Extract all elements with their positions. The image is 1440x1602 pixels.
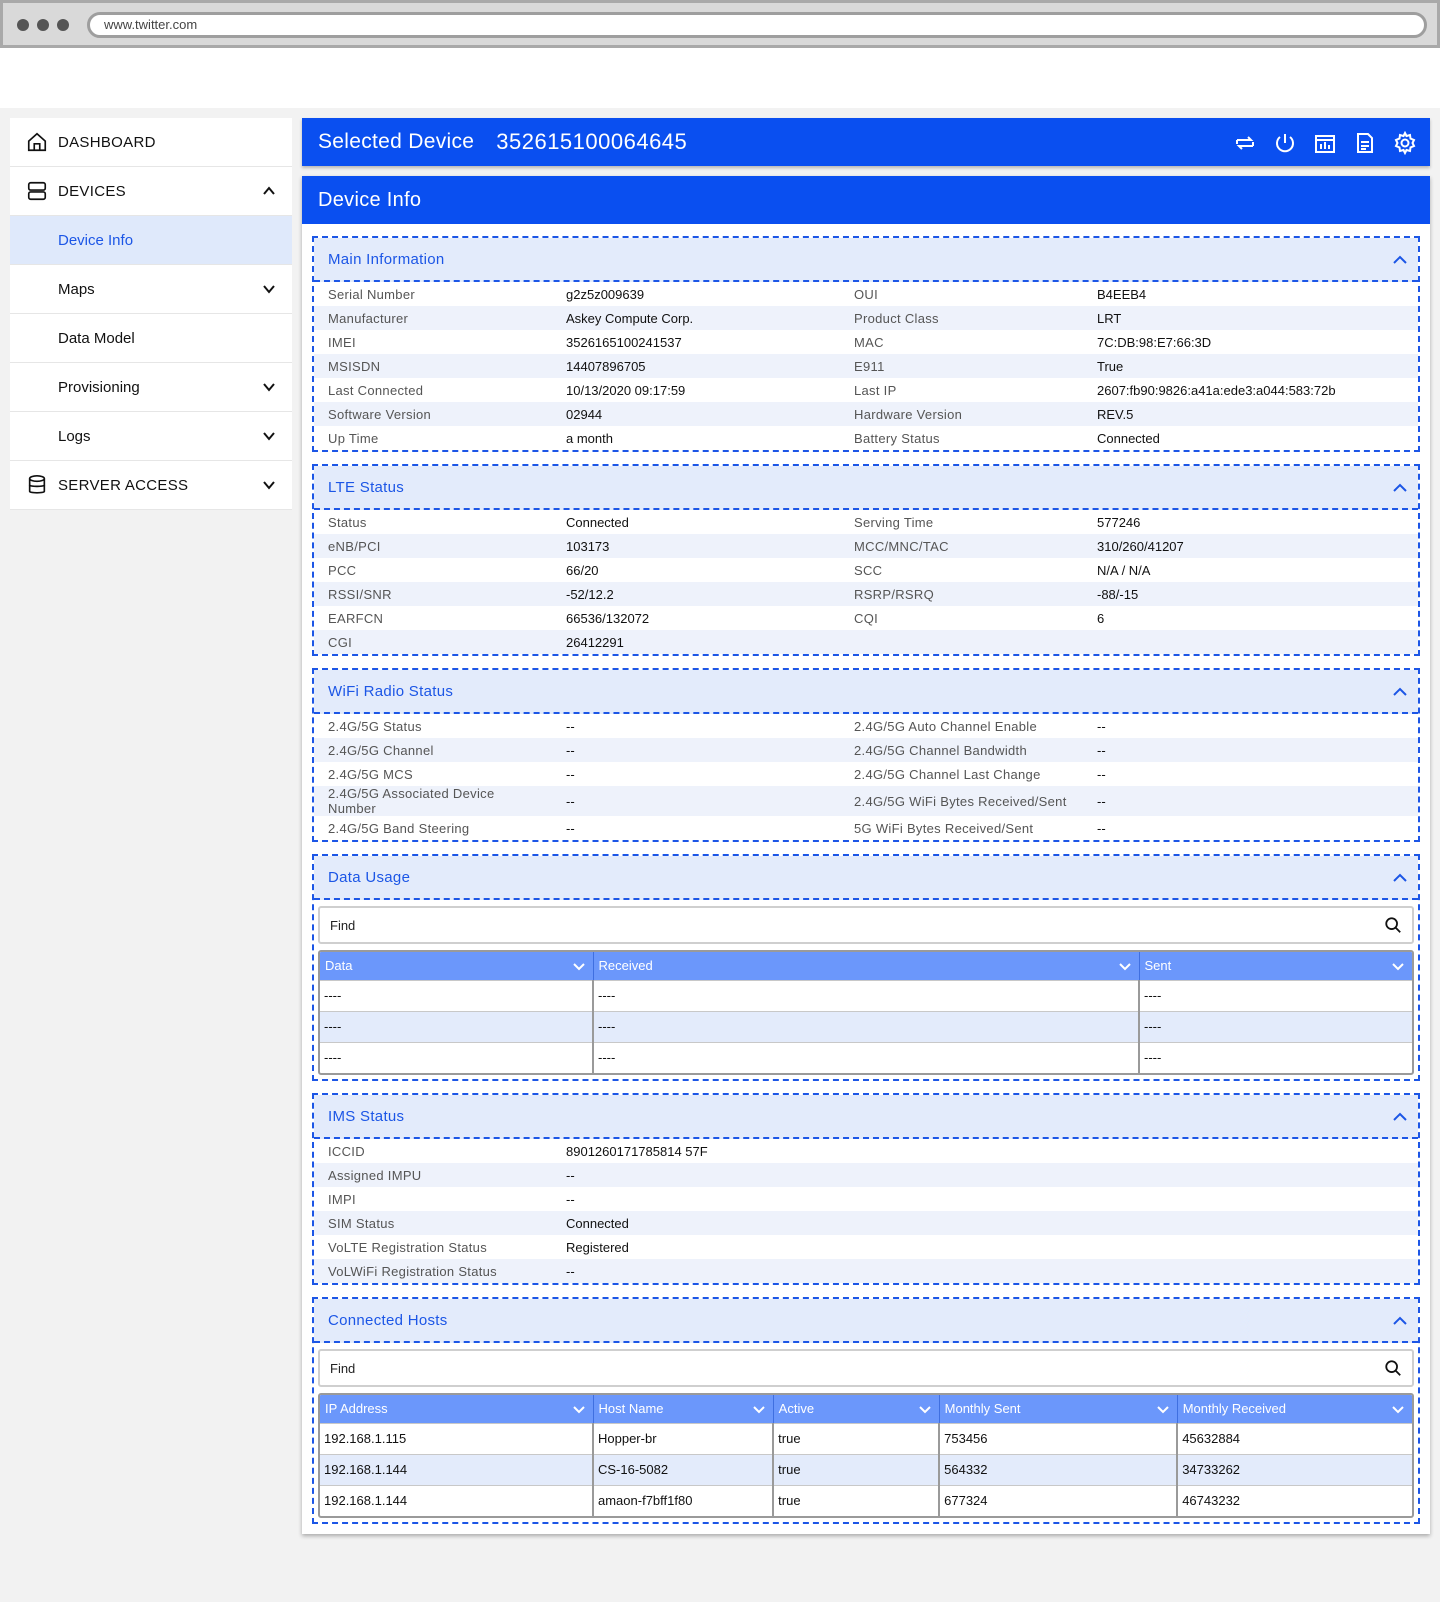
- field-value: Connected: [552, 1211, 1418, 1235]
- info-row: [314, 558, 1418, 582]
- field-value: 103173: [552, 534, 840, 558]
- ims-table: [314, 1139, 1418, 1283]
- info-row: [314, 402, 1418, 426]
- chevron-down-icon[interactable]: [573, 1403, 585, 1415]
- table-cell: ----: [320, 1042, 593, 1073]
- info-row: [314, 378, 1418, 402]
- info-row: [314, 510, 1418, 534]
- field-value: --: [552, 786, 840, 816]
- field-value: B4EEB4: [1097, 286, 1147, 302]
- field-value: 310/260/41207: [1083, 534, 1418, 558]
- table-cell: CS-16-5082: [593, 1454, 773, 1485]
- table-row[interactable]: [320, 1454, 1412, 1485]
- collapse-icon[interactable]: [1392, 1110, 1408, 1124]
- info-row: [314, 426, 1418, 450]
- section-title: LTE Status: [328, 478, 405, 496]
- field-label: Product Class: [840, 306, 1083, 330]
- main-info-table: [314, 282, 1418, 450]
- ims-status-section: [312, 1093, 1420, 1285]
- browser-chrome: [0, 0, 1440, 48]
- home-icon: [26, 131, 48, 153]
- hosts-grid: [318, 1393, 1414, 1518]
- column-header-label: Sent: [1144, 958, 1172, 974]
- field-label: eNB/PCI: [314, 534, 552, 558]
- device-id: 352615100064645: [496, 129, 688, 154]
- info-row: [314, 1211, 1418, 1235]
- chevron-down-icon[interactable]: [1392, 1403, 1404, 1415]
- table-cell: ----: [1139, 1011, 1412, 1042]
- field-value: Connected: [1097, 430, 1160, 446]
- section-title: Connected Hosts: [328, 1311, 448, 1329]
- sidebar-item-label: Data Model: [58, 329, 135, 347]
- info-row: [314, 1235, 1418, 1259]
- table-cell: ----: [320, 1011, 593, 1042]
- sidebar-item-label: DEVICES: [58, 182, 126, 200]
- collapse-icon[interactable]: [1392, 481, 1408, 495]
- section-header[interactable]: [314, 238, 1418, 282]
- field-label: 2.4G/5G Status: [328, 718, 422, 734]
- field-label: Battery Status: [854, 430, 940, 446]
- field-value: 02944: [552, 402, 840, 426]
- table-cell: 46743232: [1177, 1485, 1412, 1516]
- table-row[interactable]: [320, 980, 1412, 1011]
- section-header[interactable]: [314, 466, 1418, 510]
- info-row: [314, 1187, 1418, 1211]
- column-header[interactable]: [939, 1395, 1177, 1423]
- section-header[interactable]: [314, 856, 1418, 900]
- field-label: VoLWiFi Registration Status: [314, 1259, 552, 1283]
- field-value: --: [1083, 786, 1418, 816]
- field-value: --: [1097, 820, 1106, 836]
- gear-icon[interactable]: [1390, 128, 1420, 158]
- info-row: [314, 762, 1418, 786]
- info-row: [314, 1139, 1418, 1163]
- sidebar-item-label: SERVER ACCESS: [58, 476, 189, 494]
- field-label: ICCID: [328, 1143, 365, 1159]
- window-close-dot[interactable]: [17, 19, 29, 31]
- field-label: RSRP/RSRQ: [840, 582, 1083, 606]
- field-value: 14407896705: [552, 354, 840, 378]
- field-label: 2.4G/5G WiFi Bytes Received/Sent: [840, 786, 1083, 816]
- field-label: Assigned IMPU: [314, 1163, 552, 1187]
- info-row: [314, 354, 1418, 378]
- column-header-label: Monthly Received: [1182, 1401, 1287, 1417]
- field-label: MAC: [854, 334, 884, 350]
- sidebar-item-data-model[interactable]: [10, 314, 292, 363]
- field-label: SIM Status: [314, 1211, 552, 1235]
- table-cell: ----: [320, 980, 593, 1011]
- header-title: Selected Device: [318, 130, 475, 153]
- info-row: [314, 1259, 1418, 1283]
- chart-icon[interactable]: [1310, 128, 1340, 158]
- device-info-card: [302, 176, 1430, 1534]
- column-header-label: Received: [598, 958, 653, 974]
- table-cell: 564332: [939, 1454, 1177, 1485]
- info-row: [314, 306, 1418, 330]
- data-usage-grid: [318, 950, 1414, 1075]
- table-cell: Hopper-br: [593, 1423, 773, 1454]
- field-label: Software Version: [314, 402, 552, 426]
- field-label: E911: [840, 354, 1083, 378]
- field-value: Connected: [566, 514, 629, 530]
- table-cell: 753456: [939, 1423, 1177, 1454]
- sidebar-item-label: Maps: [58, 280, 95, 298]
- column-header-label: Active: [778, 1401, 815, 1417]
- field-label: 2.4G/5G Auto Channel Enable: [854, 718, 1038, 734]
- field-value: 3526165100241537: [566, 334, 682, 350]
- info-row: [314, 816, 1418, 840]
- info-row: [314, 714, 1418, 738]
- window-minimize-dot[interactable]: [37, 19, 49, 31]
- field-label: Manufacturer: [314, 306, 552, 330]
- info-row: [314, 282, 1418, 306]
- field-label: Last Connected: [328, 382, 424, 398]
- sidebar-item-provisioning[interactable]: [10, 363, 292, 412]
- app-root: [0, 108, 1440, 1602]
- window-maximize-dot[interactable]: [57, 19, 69, 31]
- field-value: --: [552, 1163, 1418, 1187]
- field-value: True: [1083, 354, 1418, 378]
- field-value: 577246: [1097, 514, 1141, 530]
- sidebar-item-dashboard[interactable]: [10, 118, 292, 167]
- field-value: -88/-15: [1083, 582, 1418, 606]
- database-icon: [26, 474, 48, 496]
- field-value: 6: [1097, 610, 1105, 626]
- header-actions: [1230, 128, 1420, 158]
- field-value: [1083, 630, 1418, 654]
- field-value: Askey Compute Corp.: [552, 306, 840, 330]
- collapse-icon[interactable]: [1392, 871, 1408, 885]
- field-value: -52/12.2: [552, 582, 840, 606]
- field-label: SCC: [854, 562, 883, 578]
- field-value: 66/20: [566, 562, 599, 578]
- chevron-down-icon[interactable]: [262, 380, 276, 394]
- table-cell: 192.168.1.115: [320, 1423, 593, 1454]
- info-row: [314, 738, 1418, 762]
- info-row: [314, 786, 1418, 816]
- power-icon[interactable]: [1270, 128, 1300, 158]
- lte-status-section: [312, 464, 1420, 656]
- column-header[interactable]: [1177, 1395, 1412, 1423]
- chevron-down-icon[interactable]: [262, 429, 276, 443]
- sidebar-item-server-access[interactable]: [10, 461, 292, 510]
- card-title: Device Info: [302, 176, 1430, 224]
- field-value: REV.5: [1083, 402, 1418, 426]
- column-header-label: Host Name: [598, 1401, 664, 1417]
- column-header-label: IP Address: [325, 1401, 388, 1417]
- column-header-label: Monthly Sent: [944, 1401, 1021, 1417]
- field-label: 2.4G/5G Associated Device Number: [314, 786, 552, 816]
- table-cell: ----: [1139, 980, 1412, 1011]
- column-header-label: Data: [325, 958, 353, 974]
- sidebar: [10, 118, 292, 510]
- field-value: 8901260171785814 57F: [566, 1143, 708, 1159]
- info-row: [314, 330, 1418, 354]
- wifi-table: [314, 714, 1418, 840]
- field-label: 2.4G/5G Channel Last Change: [854, 766, 1041, 782]
- table-cell: 192.168.1.144: [320, 1485, 593, 1516]
- search-icon[interactable]: [1384, 916, 1402, 934]
- field-label: CQI: [854, 610, 879, 626]
- field-label: Last IP: [854, 382, 897, 398]
- field-value: Registered: [566, 1239, 629, 1255]
- section-header[interactable]: [314, 670, 1418, 714]
- chevron-down-icon[interactable]: [573, 960, 585, 972]
- field-label: Up Time: [328, 430, 379, 446]
- sync-icon[interactable]: [1230, 128, 1260, 158]
- field-value: g2z5z009639: [566, 286, 645, 302]
- field-value: 10/13/2020 09:17:59: [566, 382, 686, 398]
- column-header[interactable]: [320, 952, 593, 980]
- chevron-down-icon[interactable]: [1157, 1403, 1169, 1415]
- lte-table: [314, 510, 1418, 654]
- data-usage-find: [318, 906, 1414, 944]
- field-value: --: [566, 1191, 575, 1207]
- field-value: 2607:fb90:9826:a41a:ede3:a044:583:72b: [1097, 382, 1336, 398]
- field-value: a month: [566, 430, 613, 446]
- sidebar-item-label: Logs: [58, 427, 91, 445]
- chevron-down-icon[interactable]: [262, 282, 276, 296]
- field-label: 5G WiFi Bytes Received/Sent: [854, 820, 1034, 836]
- wifi-radio-section: [312, 668, 1420, 842]
- field-label: RSSI/SNR: [314, 582, 552, 606]
- section-title: Data Usage: [328, 868, 411, 886]
- chevron-down-icon[interactable]: [919, 1403, 931, 1415]
- info-row: [314, 534, 1418, 558]
- section-title: IMS Status: [328, 1107, 405, 1125]
- field-label: IMPI: [328, 1191, 356, 1207]
- field-label: Serial Number: [328, 286, 415, 302]
- field-value: N/A / N/A: [1097, 562, 1151, 578]
- column-header[interactable]: [320, 1395, 593, 1423]
- field-label: PCC: [328, 562, 357, 578]
- info-row: [314, 582, 1418, 606]
- field-label: CGI: [314, 630, 552, 654]
- collapse-icon[interactable]: [1392, 253, 1408, 267]
- field-label: Status: [328, 514, 367, 530]
- chevron-down-icon[interactable]: [1392, 960, 1404, 972]
- field-label: MCC/MNC/TAC: [840, 534, 1083, 558]
- document-icon[interactable]: [1350, 128, 1380, 158]
- field-label: Hardware Version: [840, 402, 1083, 426]
- field-label: 2.4G/5G Band Steering: [328, 820, 470, 836]
- table-cell: true: [773, 1423, 939, 1454]
- field-label: EARFCN: [328, 610, 384, 626]
- field-value: 7C:DB:98:E7:66:3D: [1097, 334, 1212, 350]
- field-value: --: [566, 820, 575, 836]
- field-label: OUI: [854, 286, 879, 302]
- field-value: --: [1083, 738, 1418, 762]
- table-cell: 34733262: [1177, 1454, 1412, 1485]
- field-value: --: [552, 738, 840, 762]
- section-title: Main Information: [328, 250, 445, 268]
- column-header[interactable]: [1139, 952, 1412, 980]
- table-cell: ----: [1139, 1042, 1412, 1073]
- chevron-down-icon[interactable]: [262, 478, 276, 492]
- search-input[interactable]: [320, 908, 1412, 942]
- main-information-section: [312, 236, 1420, 452]
- field-label: VoLTE Registration Status: [328, 1239, 488, 1255]
- sidebar-item-maps[interactable]: [10, 265, 292, 314]
- column-header[interactable]: [773, 1395, 939, 1423]
- field-value: --: [552, 1259, 1418, 1283]
- field-label: 2.4G/5G MCS: [328, 766, 413, 782]
- field-value: --: [566, 718, 575, 734]
- table-cell: true: [773, 1454, 939, 1485]
- field-value: --: [566, 766, 575, 782]
- table-row[interactable]: [320, 1485, 1412, 1516]
- field-value: LRT: [1083, 306, 1418, 330]
- main-content: [302, 118, 1430, 1534]
- devices-icon: [26, 180, 48, 202]
- info-row: [314, 1163, 1418, 1187]
- chevron-down-icon[interactable]: [1119, 960, 1131, 972]
- section-title: WiFi Radio Status: [328, 682, 454, 700]
- sidebar-item-device-info[interactable]: [10, 216, 292, 265]
- data-usage-section: [312, 854, 1420, 1081]
- field-value: --: [1097, 718, 1106, 734]
- column-header[interactable]: [593, 1395, 773, 1423]
- info-row: [314, 630, 1418, 654]
- collapse-icon[interactable]: [1392, 685, 1408, 699]
- sidebar-item-devices[interactable]: [10, 167, 292, 216]
- table-cell: ----: [593, 980, 1139, 1011]
- selected-device-bar: [302, 118, 1430, 166]
- table-row[interactable]: [320, 1011, 1412, 1042]
- field-value: --: [1097, 766, 1106, 782]
- table-cell: 677324: [939, 1485, 1177, 1516]
- section-header[interactable]: [314, 1095, 1418, 1139]
- field-label: MSISDN: [314, 354, 552, 378]
- field-label: IMEI: [328, 334, 356, 350]
- column-header[interactable]: [593, 952, 1139, 980]
- table-cell: ----: [593, 1042, 1139, 1073]
- address-bar[interactable]: www.twitter.com: [87, 12, 1427, 38]
- table-row[interactable]: [320, 1423, 1412, 1454]
- table-cell: ----: [593, 1011, 1139, 1042]
- table-cell: 192.168.1.144: [320, 1454, 593, 1485]
- table-row[interactable]: [320, 1042, 1412, 1073]
- field-value: 26412291: [552, 630, 840, 654]
- field-label: 2.4G/5G Channel: [314, 738, 552, 762]
- field-value: 66536/132072: [566, 610, 650, 626]
- sidebar-item-logs[interactable]: [10, 412, 292, 461]
- collapse-icon[interactable]: [1392, 1314, 1408, 1328]
- chevron-up-icon[interactable]: [262, 184, 276, 198]
- section-header[interactable]: [314, 1299, 1418, 1343]
- field-label: 2.4G/5G Channel Bandwidth: [840, 738, 1083, 762]
- chevron-down-icon[interactable]: [753, 1403, 765, 1415]
- hosts-find: [318, 1349, 1414, 1387]
- sidebar-item-label: Device Info: [58, 231, 134, 249]
- connected-hosts-section: [312, 1297, 1420, 1524]
- search-icon[interactable]: [1384, 1359, 1402, 1377]
- sidebar-item-label: Provisioning: [58, 378, 140, 396]
- search-input[interactable]: [320, 1351, 1412, 1385]
- field-label: [840, 630, 1083, 654]
- sidebar-item-label: DASHBOARD: [58, 133, 156, 151]
- table-cell: 45632884: [1177, 1423, 1412, 1454]
- field-label: Serving Time: [854, 514, 934, 530]
- table-cell: true: [773, 1485, 939, 1516]
- info-row: [314, 606, 1418, 630]
- table-cell: amaon-f7bff1f80: [593, 1485, 773, 1516]
